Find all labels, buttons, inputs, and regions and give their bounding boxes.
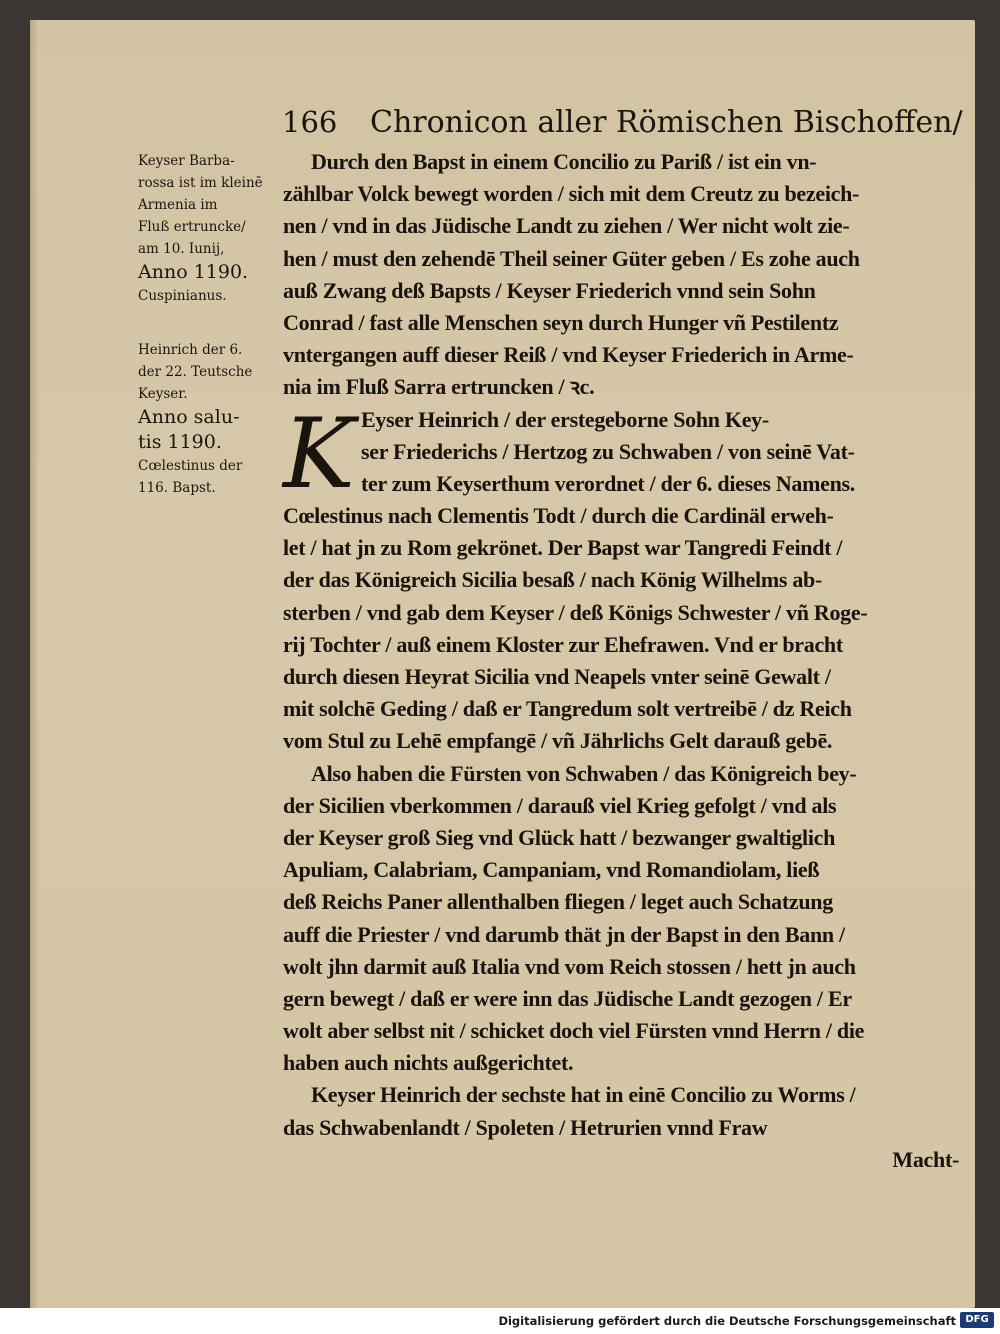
text-line: Eyser Heinrich / der erstegeborne Sohn Key- <box>361 406 769 432</box>
margin-notes <box>138 150 280 499</box>
footer-bar <box>0 1308 1000 1334</box>
margin-note-line: tis 1190. <box>138 431 222 453</box>
text-line: wolt jhn darmit auß Italia vnd vom Reich stossen / hett jn auch <box>283 953 856 979</box>
text-line: haben auch nichts außgerichtet. <box>283 1050 574 1076</box>
text-line: deß Reichs Paner allenthalben fliegen / leget auch Schatzung <box>283 889 833 915</box>
text-line: mit solchē Geding / daß er Tangredum solt vertreibē / dz Reich <box>283 696 852 722</box>
margin-note-coelestinus <box>138 455 280 499</box>
page-number: 166 <box>282 105 338 139</box>
text-line: nia im Fluß Sarra ertruncken / ꝛc. <box>283 374 595 400</box>
text-line: der Sicilien vberkommen / darauß viel Krieg gefolgt / vnd als <box>283 792 837 818</box>
margin-note-line: Keyser Barba- <box>138 153 235 169</box>
text-line: Also haben die Fürsten von Schwaben / das Königreich bey- <box>311 760 857 786</box>
text-line: vom Stul zu Lehē empfangē / vñ Jährlichs Gelt darauß gebē. <box>283 728 833 754</box>
text-line: durch diesen Heyrat Sicilia vnd Neapels vnter seinē Gewalt / <box>283 664 831 689</box>
text-line: nen / vnd in das Jüdische Landt zu ziehen / Wer nicht wolt zie- <box>283 213 850 239</box>
text-line: Durch den Bapst in einem Concilio zu Pariß / ist ein vn- <box>311 149 817 174</box>
text-line: gern bewegt / daß er were inn das Jüdische Landt gezogen / Er <box>283 985 852 1011</box>
dfg-logo: DFG <box>960 1312 994 1328</box>
margin-note-line: rossa ist im kleinē <box>138 175 263 191</box>
text-line: hen / must den zehendē Theil seiner Güter geben / Es zohe auch <box>283 245 860 271</box>
margin-note-barbarossa <box>138 150 280 307</box>
margin-note-line: der 22. Teutsche <box>138 364 253 380</box>
text-line: wolt aber selbst nit / schicket doch viel Fürsten vnnd Herrn / die <box>283 1018 865 1044</box>
text-line: let / hat jn zu Rom gekrönet. Der Bapst war Tangredi Feindt / <box>283 535 843 561</box>
margin-note-heinrich <box>138 339 280 455</box>
text-line: Keyser Heinrich der sechste hat in einē Concilio zu Worms / <box>311 1082 856 1108</box>
text-line: ter zum Keyserthum verordnet / der 6. dieses Namens. <box>361 470 855 496</box>
drop-cap-initial: K <box>283 398 355 510</box>
margin-note-line: Anno 1190. <box>138 261 249 283</box>
margin-note-line: Heinrich der 6. <box>138 342 243 358</box>
text-line: auß Zwang deß Bapsts / Keyser Friederich vnnd sein Sohn <box>283 277 816 303</box>
margin-note-line: Cuspinianus. <box>138 288 227 304</box>
text-line: sterben / vnd gab dem Keyser / deß Königs Schwester / vñ Roge- <box>283 599 868 625</box>
margin-note-line: Armenia im <box>138 197 218 213</box>
page-gutter-shadow <box>30 20 38 1308</box>
text-line: ser Friederichs / Hertzog zu Schwaben / von seinē Vat- <box>361 438 855 464</box>
margin-note-line: Anno salu- <box>138 406 240 428</box>
text-line: Cœlestinus nach Clementis Todt / durch die Cardinäl erweh- <box>283 503 834 529</box>
running-head: Chronicon aller Römischen Bischoffen/ <box>370 105 963 140</box>
margin-note-line: am 10. Iunij, <box>138 241 225 257</box>
text-line: der Keyser groß Sieg vnd Glück hatt / bezwanger gwaltiglich <box>283 824 836 850</box>
text-line: auff die Priester / vnd darumb thät jn der Bapst in den Bann / <box>283 921 845 947</box>
funding-credit: Digitalisierung gefördert durch die Deutsche Forschungsgemeinschaft <box>498 1314 956 1328</box>
margin-note-line: Keyser. <box>138 386 188 402</box>
margin-note-line: Fluß ertruncke/ <box>138 219 246 235</box>
body-text <box>283 146 959 1176</box>
catchword: Macht- <box>892 1146 959 1172</box>
text-line: rij Tochter / auß einem Kloster zur Ehefrawen. Vnd er bracht <box>283 631 843 657</box>
text-line: der das Königreich Sicilia besaß / nach König Wilhelms ab- <box>283 567 823 593</box>
page-header <box>282 105 963 145</box>
text-line: das Schwabenlandt / Spoleten / Hetrurien vnnd Fraw <box>283 1114 768 1140</box>
text-line: vntergangen auff dieser Reiß / vnd Keyser Friederich in Arme- <box>283 342 854 368</box>
text-line: zählbar Volck bewegt worden / sich mit dem Creutz zu bezeich- <box>283 181 860 207</box>
text-line: Conrad / fast alle Menschen seyn durch Hunger vñ Pestilentz <box>283 309 839 335</box>
margin-note-line: Cœlestinus der <box>138 458 243 474</box>
margin-note-line: 116. Bapst. <box>138 480 216 496</box>
text-line: Apuliam, Calabriam, Campaniam, vnd Romandiolam, ließ <box>283 857 820 883</box>
